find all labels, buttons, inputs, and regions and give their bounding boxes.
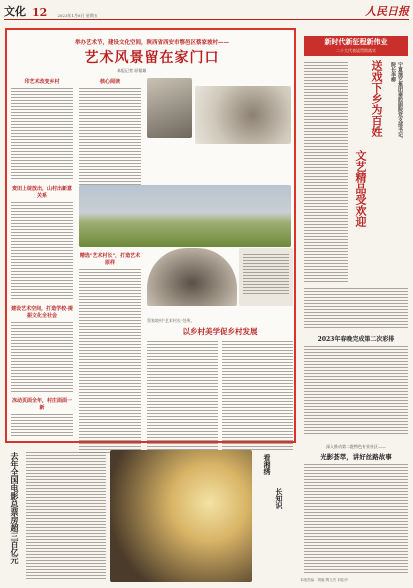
- masthead-left: [4, 3, 98, 19]
- subhead-6: 冻动页面全年，村庄面面一新: [11, 398, 72, 411]
- date-line: 2023年1月6日 星期五: [57, 13, 98, 18]
- bottom-left-headline: 去年全国电影总票房超三百亿元: [10, 452, 20, 564]
- secondary-article[interactable]: [147, 318, 293, 451]
- bottom-mid-label: 看湘绣: [263, 454, 272, 475]
- column-2-text-b: [79, 269, 141, 454]
- wheat-field-photo: [79, 185, 291, 247]
- right-side-label: 宁夏演艺集团秦腔剧院党支部书记、院长李柳: [390, 62, 403, 142]
- column-1-text-a: [11, 88, 73, 180]
- section-name: 文化: [4, 5, 26, 18]
- village-photo-small: [147, 78, 192, 138]
- page-number: 12: [32, 6, 48, 19]
- bottom-right-headline: 光影荟萃，讲好丝路故事: [320, 453, 392, 461]
- bottom-strip: [4, 444, 409, 584]
- banner-subtitle: 二十大代表谈贯彻落实: [336, 48, 376, 53]
- column-1: [11, 78, 73, 436]
- news-text: [304, 346, 408, 436]
- right-headline-2: 文艺精品受欢迎: [354, 150, 367, 227]
- photo-caption-box: [239, 248, 293, 306]
- subhead-4: 建设艺术空间，打造学校·提振文化全社会: [11, 306, 73, 319]
- bottom-right-kicker: 深入推动第二批特色专业社区——: [326, 444, 386, 449]
- bottom-right-text: [304, 464, 408, 574]
- column-1-text-b: [11, 202, 73, 300]
- subhead-2: 核心阅读: [99, 79, 120, 85]
- right-article-text-a: [304, 62, 348, 282]
- column-1-text-d: [11, 414, 73, 436]
- newspaper-logo: 人民日报: [365, 5, 409, 18]
- article-kicker: 举办艺术节，建设文化空间，陕西省西安市鄠邑区蔡家坡村——: [74, 40, 229, 46]
- column-2: [79, 78, 141, 188]
- subhead-1: 印艺术改变乡村: [24, 79, 60, 85]
- banner-title: 新时代新征程新伟业: [324, 37, 388, 46]
- artist-photo: [147, 248, 237, 306]
- news-headline: 2023年春晚完成第二次彩排: [317, 336, 395, 343]
- right-article-text-b: [304, 288, 408, 328]
- column-2-lower: [79, 252, 141, 454]
- secondary-caption: 蔡家坡村"艺术村长"处所。: [147, 318, 195, 323]
- subhead-3: 麦田上绽放出，山村出新意关系: [11, 186, 72, 199]
- article-byline: 本报记者 原韬雄: [117, 68, 147, 73]
- page-masthead: [4, 2, 409, 20]
- column-1-text-c: [11, 322, 73, 392]
- secondary-columns: [147, 341, 293, 451]
- page-footer: 本版责编：胡璇 陶文杰 刘佳伊: [300, 578, 348, 582]
- article-headline: 艺术风景留在家门口: [84, 50, 220, 66]
- subhead-7: 精选"艺术村长"，打造艺术原样: [79, 253, 141, 266]
- bottom-left-text: [26, 452, 106, 580]
- secondary-text-b: [222, 341, 293, 451]
- bottom-photo: [110, 450, 252, 582]
- right-banner: [304, 36, 408, 56]
- village-photo-portrait: [195, 86, 291, 144]
- secondary-headline: 以乡村美学促乡村发展: [182, 327, 258, 336]
- right-headline-1: 送戏下乡为百姓: [370, 60, 383, 137]
- secondary-text-a: [147, 341, 218, 451]
- photo-caption-text: [243, 254, 289, 294]
- featured-article[interactable]: [5, 28, 296, 443]
- bottom-mid-label-2: 长知识: [275, 488, 284, 509]
- column-2-text-a: [79, 88, 141, 188]
